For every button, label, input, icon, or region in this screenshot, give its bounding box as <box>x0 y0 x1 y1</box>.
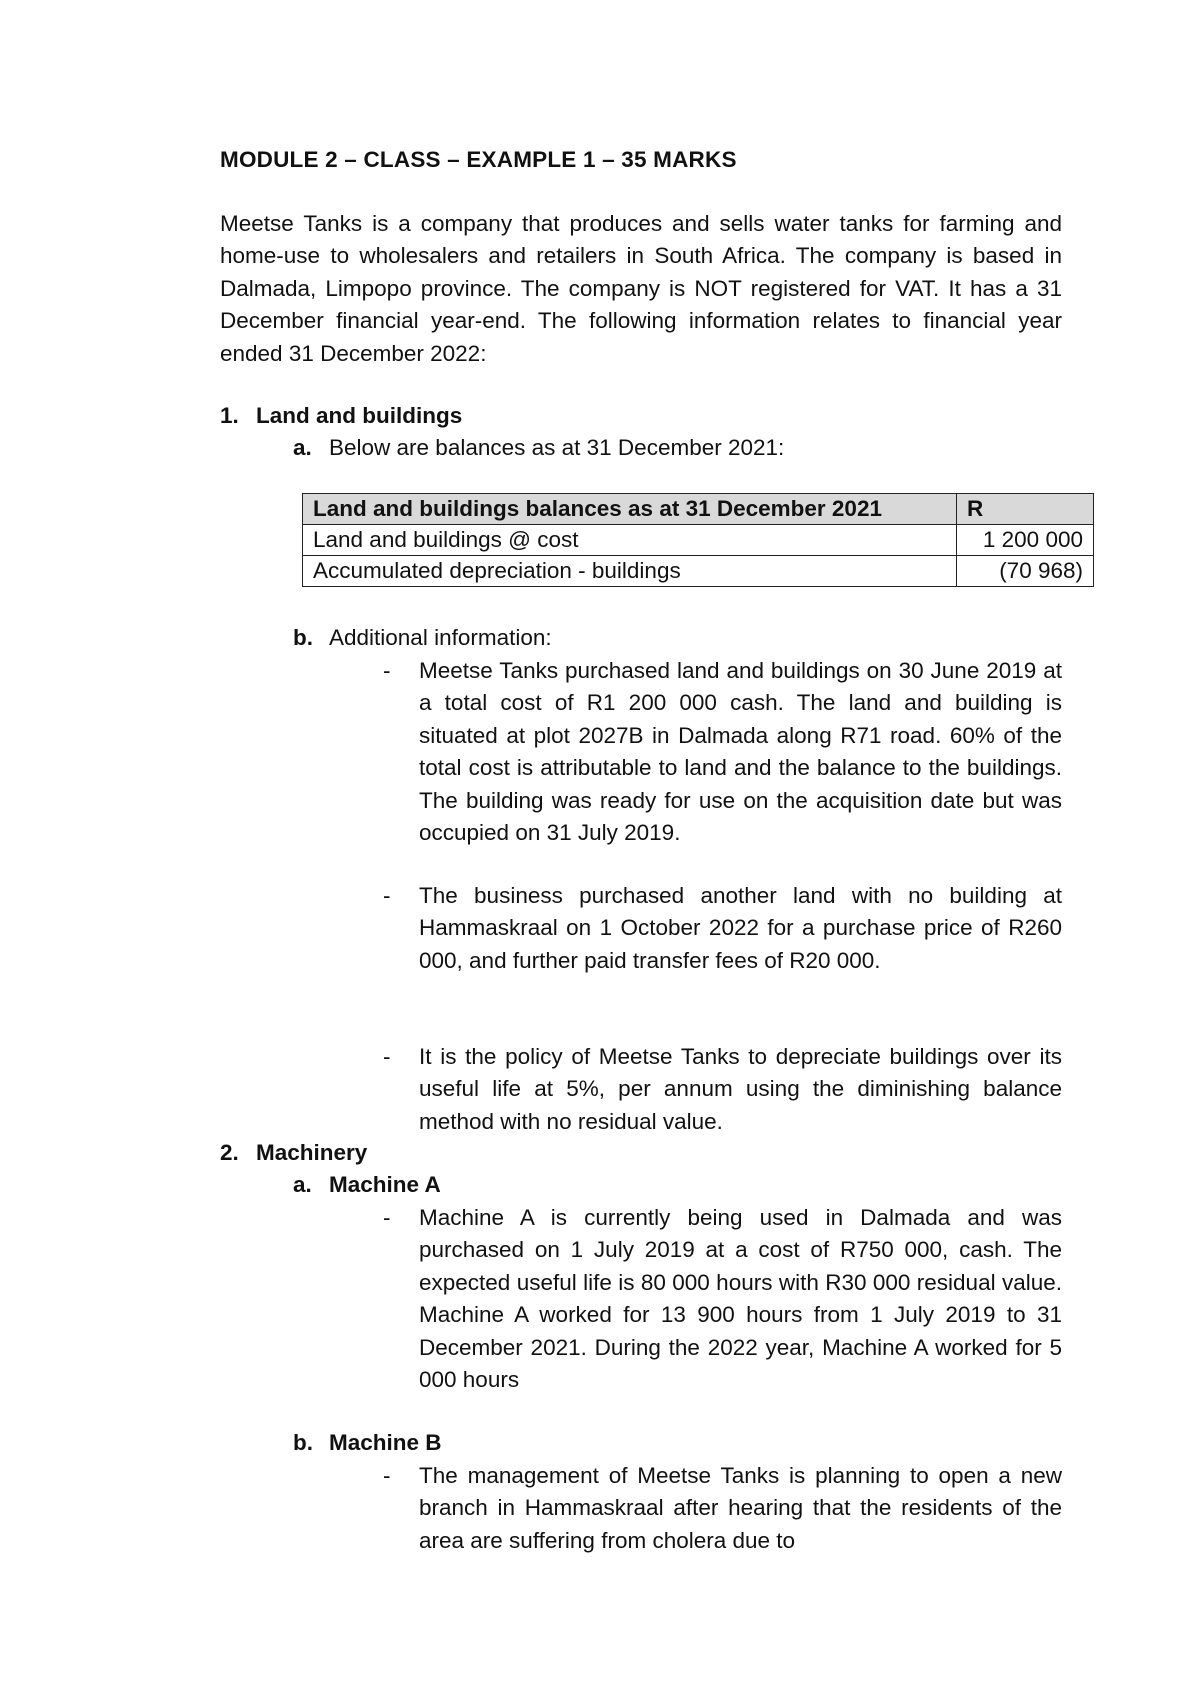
document-title: MODULE 2 – CLASS – EXAMPLE 1 – 35 MARKS <box>220 147 737 172</box>
section-1a-letter: a. <box>293 435 312 460</box>
table-row-label: Land and buildings @ cost <box>303 525 957 556</box>
section-2-number: 2. <box>220 1140 239 1165</box>
section-1b <box>293 622 552 654</box>
bullet-dash: - <box>383 658 391 683</box>
section-2-title: Machinery <box>256 1140 368 1165</box>
section-1a-text: Below are balances as at 31 December 2021: <box>329 435 785 460</box>
section-2b-letter: b. <box>293 1430 313 1455</box>
bullet-dash: - <box>383 883 391 908</box>
table-header-amount: R <box>957 494 1094 525</box>
section-2a-letter: a. <box>293 1172 312 1197</box>
balances-table <box>302 493 1094 587</box>
table-row-amount: (70 968) <box>957 556 1094 587</box>
section-1-heading <box>220 400 462 432</box>
section-1b-text: Additional information: <box>329 625 552 650</box>
bullet-text: It is the policy of Meetse Tanks to depreciate buildings over its useful life at 5%, per annum using the diminishing balance method with no residual value. <box>419 1044 1062 1134</box>
bullet-text: Meetse Tanks purchased land and buildings on 30 June 2019 at a total cost of R1 200 000 cash. The land and building is situated at plot 2027B in Dalmada along R71 road. 60% of the total cost is attributable to land and the balance to the buildings. The building was ready for use on the acquisition date but was occupied on 31 July 2019. <box>419 658 1062 846</box>
bullet-text: The management of Meetse Tanks is planning to open a new branch in Hammaskraal after hearing that the residents of the area are suffering from cholera due to <box>419 1463 1062 1553</box>
section-2b <box>293 1427 442 1459</box>
table-row <box>303 556 1094 587</box>
section-2b-heading: Machine B <box>329 1430 442 1455</box>
section-1b-letter: b. <box>293 625 313 650</box>
bullet-text: The business purchased another land with no building at Hammaskraal on 1 October 2022 for a purchase price of R260 000, and further paid transfer fees of R20 000. <box>419 883 1062 973</box>
section-2-heading <box>220 1137 367 1169</box>
bullet-dash: - <box>383 1463 391 1488</box>
table-row-amount: 1 200 000 <box>957 525 1094 556</box>
section-1a <box>293 432 784 464</box>
table-header-label: Land and buildings balances as at 31 December 2021 <box>303 494 957 525</box>
table-row <box>303 525 1094 556</box>
intro-paragraph: Meetse Tanks is a company that produces and sells water tanks for farming and home-use to wholesalers and retailers in South Africa. The company is based in Dalmada, Limpopo province. The company is NOT registered for VAT. It has a 31 December financial year-end. The following information relates to financial year ended 31 December 2022: <box>220 211 1062 366</box>
table-row-label: Accumulated depreciation - buildings <box>303 556 957 587</box>
bullet-dash: - <box>383 1044 391 1069</box>
bullet-text: Machine A is currently being used in Dalmada and was purchased on 1 July 2019 at a cost of R750 000, cash. The expected useful life is 80 000 hours with R30 000 residual value. Machine A worked for 13 900 hours from 1 July 2019 to 31 December 2021. During the 2022 year, Machine A worked for 5 000 hours <box>419 1205 1062 1393</box>
section-1-number: 1. <box>220 403 239 428</box>
bullet-dash: - <box>383 1205 391 1230</box>
section-2a-heading: Machine A <box>329 1172 441 1197</box>
section-2a <box>293 1169 441 1201</box>
section-1-title: Land and buildings <box>256 403 463 428</box>
table-header-row <box>303 494 1094 525</box>
